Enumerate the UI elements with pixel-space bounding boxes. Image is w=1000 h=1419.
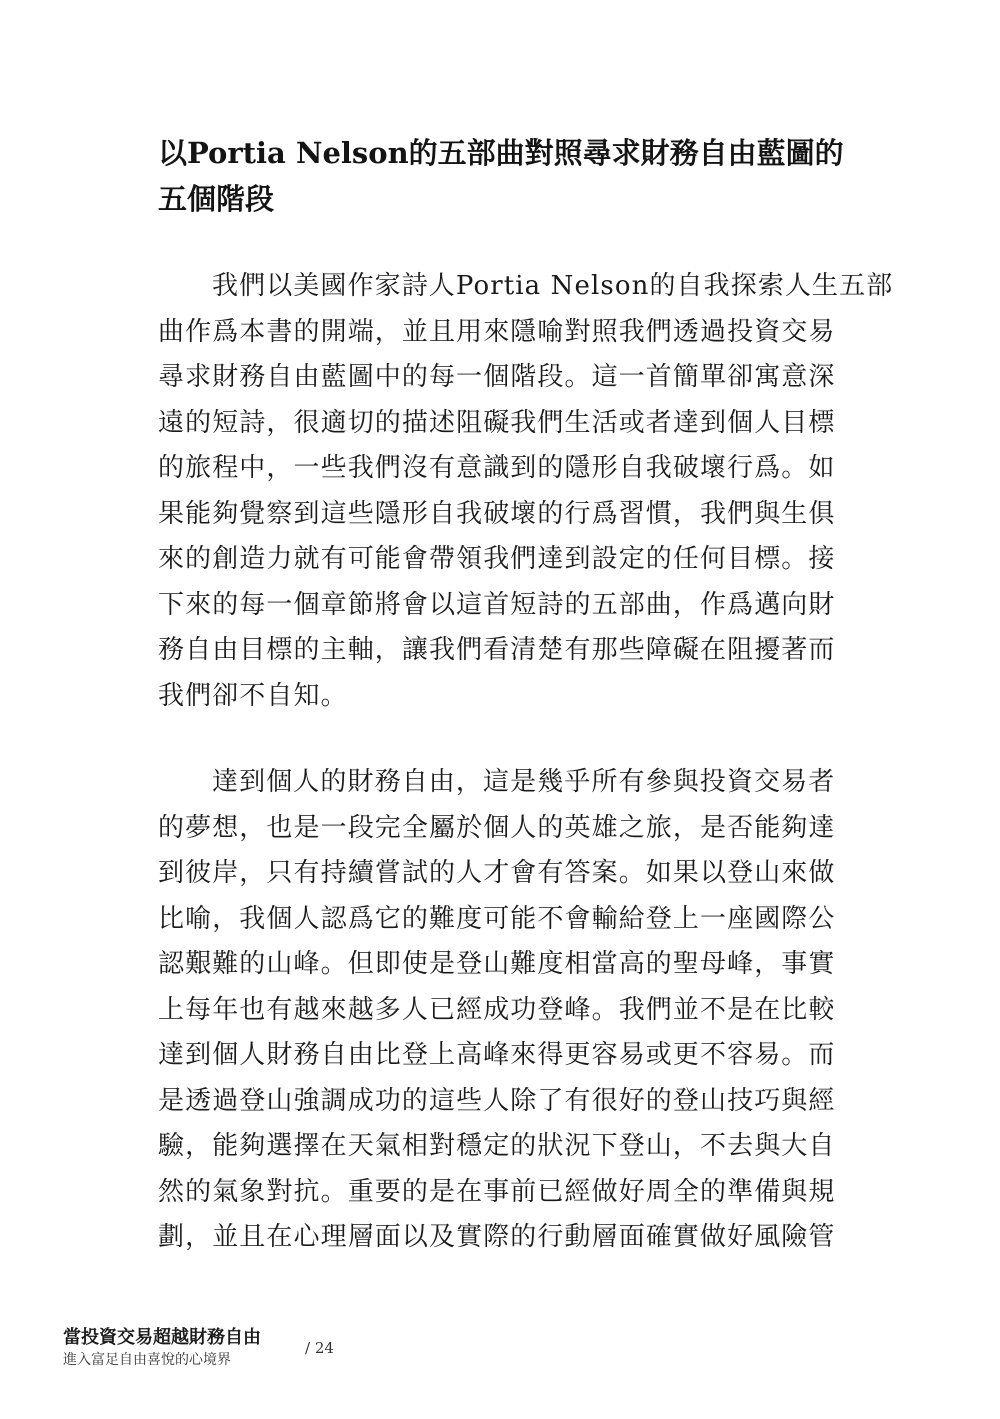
text-line: 我們卻不自知。: [158, 680, 348, 711]
paragraph-1: [158, 264, 894, 719]
text-line: 比喻，我個人認爲它的難度可能不會輸給登上一座國際公: [158, 903, 836, 934]
text-line: 下來的每一個章節將會以這首短詩的五部曲，作爲邁向財: [158, 589, 836, 620]
text-line: 果能夠覺察到這些隱形自我破壞的行爲習慣，我們與生俱: [158, 498, 836, 529]
book-subtitle: 進入富足自由喜悅的心境界: [63, 1352, 231, 1368]
page-number: / 24: [305, 1339, 334, 1357]
text-line: 劃，並且在心理層面以及實際的行動層面確實做好風險管: [158, 1222, 836, 1252]
text-line: 來的創造力就有可能會帶領我們達到設定的任何目標。接: [158, 544, 836, 574]
text-line: 的夢想，也是一段完全屬於個人的英雄之旅，是否能夠達: [158, 812, 836, 843]
paragraph-2: [158, 760, 848, 1261]
page-footer: [63, 1327, 463, 1387]
text-line: 的旅程中，一些我們沒有意識到的隱形自我破壞行爲。如: [158, 453, 836, 483]
text-line: 然的氣象對抗。重要的是在事前已經做好周全的準備與規: [158, 1176, 836, 1207]
text-line: 上每年也有越來越多人已經成功登峰。我們並不是在比較: [158, 994, 836, 1025]
text-line: 認艱難的山峰。但即使是登山難度相當高的聖母峰，事實: [158, 949, 836, 979]
text-line: 遠的短詩，很適切的描述阻礙我們生活或者達到個人目標: [158, 407, 836, 438]
heading-line: 五個階段: [158, 182, 275, 216]
book-title: 當投資交易超越財務自由: [63, 1327, 261, 1348]
text-line: 尋求財務自由藍圖中的每一個階段。這一首簡單卻寓意深: [158, 362, 836, 392]
text-line: 達到個人的財務自由，這是幾乎所有參與投資交易者: [212, 767, 836, 797]
text-line: 驗，能夠選擇在天氣相對穩定的狀況下登山，不去與大自: [158, 1131, 836, 1161]
section-heading: [158, 130, 858, 222]
text-line: 務自由目標的主軸，讓我們看清楚有那些障礙在阻擾著而: [158, 635, 836, 665]
heading-line: 以Portia Nelson的五部曲對照尋求財務自由藍圖的: [158, 136, 844, 170]
text-line: 我們以美國作家詩人Portia Nelson的自我探索人生五部: [212, 271, 894, 301]
text-line: 達到個人財務自由比登上高峰來得更容易或更不容易。而: [158, 1040, 836, 1070]
text-line: 是透過登山強調成功的這些人除了有很好的登山技巧與經: [158, 1085, 836, 1116]
text-line: 到彼岸，只有持續嘗試的人才會有答案。如果以登山來做: [158, 858, 836, 888]
text-line: 曲作爲本書的開端，並且用來隱喻對照我們透過投資交易: [158, 316, 836, 347]
